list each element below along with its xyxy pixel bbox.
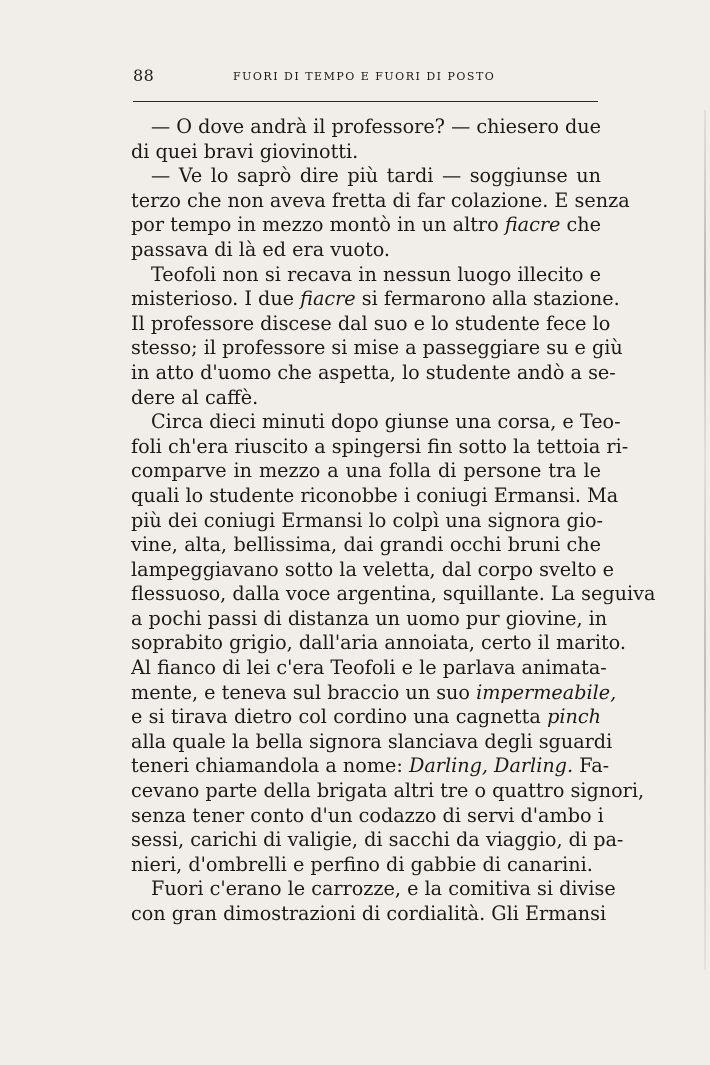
- text-line: [131, 140, 601, 165]
- italic-term: pinch: [547, 705, 601, 729]
- text-line-main: soprabito grigio, dall'aria annoiata, certo il marito.: [131, 631, 626, 655]
- page-header: [133, 66, 598, 88]
- text-line-main: sessi, carichi di valigie, di sacchi da viaggio, di pa-: [131, 828, 624, 852]
- text-line-after: Fa-: [579, 754, 610, 778]
- text-line-main: foli ch'era riuscito a spingersi fin sotto la tettoia ri-: [131, 434, 629, 458]
- text-line-main: — Ve lo saprò dire più tardi — soggiunse un: [151, 164, 601, 188]
- text-line-main: passava di là ed era vuoto.: [131, 237, 391, 261]
- text-line-main: di quei bravi giovinotti.: [131, 139, 359, 163]
- text-line: [131, 459, 601, 484]
- text-line-main: por tempo in mezzo montò in un altro: [131, 213, 499, 237]
- page-edge-shadow: [704, 110, 706, 970]
- text-line-main: teneri chiamandola a nome:: [131, 754, 403, 778]
- text-line: [131, 386, 601, 411]
- header-rule: [133, 101, 598, 102]
- text-line: [131, 853, 601, 878]
- text-line-main: Al fianco di lei c'era Teofoli e le parlava animata-: [131, 656, 607, 680]
- text-line-main: con gran dimostrazioni di cordialità. Gli Ermansi: [131, 902, 607, 925]
- text-line-main: comparve in mezzo a una folla di persone tra le: [131, 459, 601, 483]
- text-line-after: che: [566, 213, 601, 237]
- text-line-main: Circa dieci minuti dopo giunse una corsa, e Teo-: [151, 410, 621, 434]
- text-line: [131, 705, 601, 730]
- text-line: [131, 754, 610, 779]
- page-number: 88: [133, 66, 155, 85]
- text-line: [131, 779, 645, 804]
- text-line-main: mente, e teneva sul braccio un suo: [131, 680, 470, 704]
- text-line-main: a pochi passi di distanza un uomo pur giovine, in: [131, 606, 608, 630]
- italic-term: impermeabile,: [476, 680, 617, 704]
- text-line: [131, 828, 624, 853]
- text-line-main: — O dove andrà il professore? — chiesero due: [151, 115, 601, 138]
- text-line-main: flessuoso, dalla voce argentina, squillante. La seguiva: [131, 582, 656, 606]
- text-line: [131, 533, 601, 558]
- text-line-main: terzo che non aveva fretta di far colazione. E senza: [131, 188, 630, 212]
- text-line: [131, 508, 604, 534]
- text-line-main: lampeggiavano sotto la veletta, dal corpo svelto e: [131, 557, 614, 581]
- text-line-main: quali lo studente riconobbe i coniugi Ermansi. Ma: [131, 483, 619, 507]
- italic-term: fiacre: [504, 213, 561, 237]
- text-line: [131, 557, 614, 583]
- text-line: [131, 336, 623, 361]
- text-line-main: nieri, d'ombrelli e perfino di gabbie di canarini.: [131, 852, 593, 876]
- text-line: [131, 729, 613, 755]
- text-line-main: e si tirava dietro col cordino una cagnetta: [131, 705, 541, 729]
- text-line: [131, 164, 601, 189]
- body-text: [131, 115, 656, 927]
- text-line: [131, 213, 601, 238]
- text-line-main: più dei coniugi Ermansi lo colpì una signora gio-: [131, 508, 604, 532]
- text-line: [131, 287, 620, 312]
- text-line: [131, 238, 601, 263]
- text-line: [131, 656, 607, 681]
- text-line: [131, 606, 608, 632]
- text-line: [131, 311, 611, 337]
- italic-term: fiacre: [300, 287, 356, 311]
- text-line-main: stesso; il professore si mise a passeggiare su e giù: [131, 336, 623, 360]
- text-line-after: si fermarono alla stazione.: [361, 287, 620, 311]
- text-line: [131, 483, 619, 509]
- text-line: [131, 410, 621, 435]
- text-line-main: alla quale la bella signora slanciava degli sguardi: [131, 729, 613, 753]
- text-line: [131, 188, 630, 214]
- running-title: FUORI DI TEMPO E FUORI DI POSTO: [233, 70, 496, 83]
- text-line: [131, 877, 616, 902]
- text-line-main: Teofoli non si recava in nessun luogo illecito e: [151, 262, 601, 286]
- text-line-main: Il professore discese dal suo e lo studente fece lo: [131, 311, 611, 335]
- text-line: [131, 582, 656, 607]
- text-line: [131, 263, 601, 288]
- text-line: [131, 360, 616, 386]
- text-line: [131, 115, 601, 140]
- text-line-main: vine, alta, bellissima, dai grandi occhi bruni che: [131, 533, 601, 557]
- text-line-main: in atto d'uomo che aspetta, lo studente andò a se-: [131, 360, 616, 384]
- italic-term: Darling, Darling.: [408, 754, 574, 778]
- text-line-main: dere al caffè.: [131, 385, 259, 409]
- text-line: [131, 631, 626, 656]
- text-line-main: senza tener conto d'un codazzo di servi d'ambo i: [131, 803, 604, 827]
- text-line: [131, 434, 629, 460]
- text-line-main: misterioso. I due: [131, 287, 295, 311]
- text-line: [131, 902, 607, 927]
- text-line-main: Fuori c'erano le carrozze, e la comitiva si divise: [151, 877, 616, 901]
- text-line-main: cevano parte della brigata altri tre o quattro signori,: [131, 779, 645, 803]
- text-line: [131, 803, 604, 829]
- text-line: [131, 680, 617, 706]
